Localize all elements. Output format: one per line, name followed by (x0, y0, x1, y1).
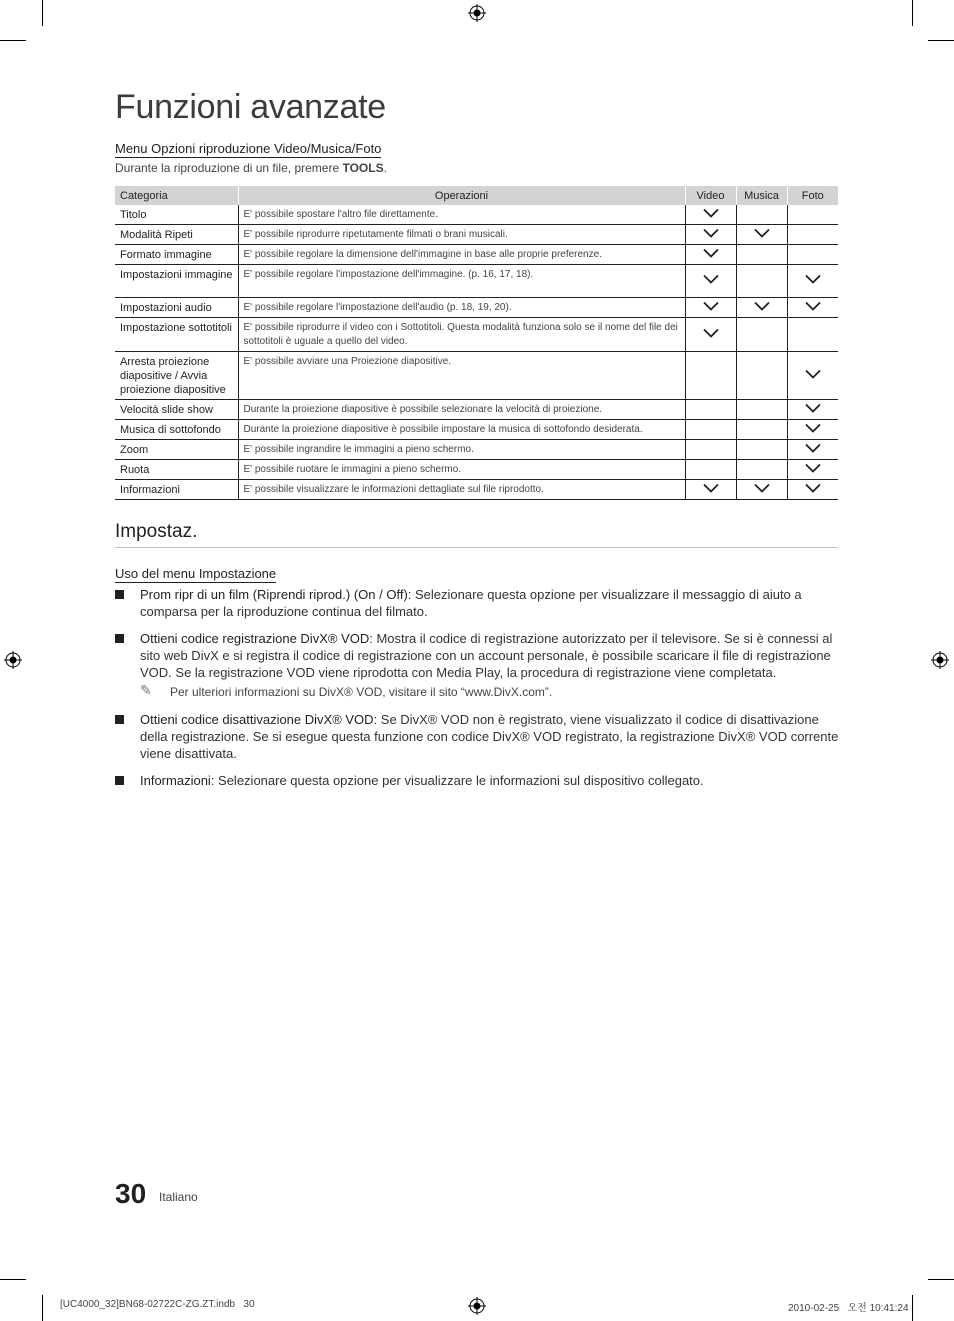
note-pencil-icon: ✎ (140, 682, 152, 698)
operation-cell: E' possibile riprodurre il video con i Sottotitoli. Questa modalità funziona solo se il nome del file dei sottotitoli è uguale a quello del video. (238, 318, 685, 352)
category-cell: Velocità slide show (115, 400, 238, 420)
checkmark-icon (805, 464, 821, 476)
table-row (115, 460, 838, 480)
checkmark-icon (805, 424, 821, 436)
bullet-square-icon (115, 776, 124, 785)
bullet-square-icon (115, 634, 124, 643)
table-row (115, 480, 838, 500)
footer-file-info: [UC4000_32]BN68-02722C-ZG.ZT.indb 30 (60, 1299, 255, 1310)
registration-mark-icon (468, 4, 486, 22)
music-check-cell (736, 265, 787, 298)
table-row (115, 265, 838, 298)
table-row (115, 225, 838, 245)
video-check-cell (685, 205, 736, 225)
checkmark-icon (754, 229, 770, 241)
page-number: 30 (115, 1178, 147, 1209)
music-check-cell (736, 298, 787, 318)
registration-mark-icon (931, 651, 949, 669)
list-item: Ottieni codice registrazione DivX® VOD: Mostra il codice di registrazione autorizzato per il televisore. Se si è connessi al sito web DivX e si registra il codice di registrazione con un account personale, è possibile scaricare il file di registrazione VOD. Se la registrazione VOD viene riprodotta con Media Play, la procedura di registrazione viene completata. ✎ Per ulteriori informazioni su DivX® VOD, visitare il sito “www.DivX.com”. (115, 630, 840, 701)
video-check-cell (685, 420, 736, 440)
photo-check-cell (787, 205, 838, 225)
table-row (115, 205, 838, 225)
footer-timestamp: 2010-02-25 오전 10:41:24 (788, 1303, 909, 1314)
music-check-cell (736, 225, 787, 245)
crop-mark (928, 40, 954, 41)
table-row (115, 420, 838, 440)
photo-check-cell (787, 352, 838, 400)
header-video: Video (685, 186, 736, 205)
operation-cell: E' possibile spostare l'altro file direttamente. (238, 205, 685, 225)
operation-cell: E' possibile ruotare le immagini a pieno schermo. (238, 460, 685, 480)
photo-check-cell (787, 400, 838, 420)
registration-mark-icon (468, 1297, 486, 1315)
category-cell: Impostazioni audio (115, 298, 238, 318)
music-check-cell (736, 318, 787, 352)
checkmark-icon (805, 302, 821, 314)
checkmark-icon (805, 370, 821, 382)
music-check-cell (736, 352, 787, 400)
operation-cell: E' possibile visualizzare le informazioni dettagliate sul file riprodotto. (238, 480, 685, 500)
section-divider (115, 547, 838, 548)
video-check-cell (685, 352, 736, 400)
header-musica: Musica (736, 186, 787, 205)
registration-mark-icon (4, 651, 22, 669)
list-item: Prom ripr di un film (Riprendi riprod.) (On / Off): Selezionare questa opzione per visualizzare il messaggio di aiuto a comparsa per la riproduzione continua del filmato. (115, 586, 840, 620)
checkmark-icon (703, 275, 719, 287)
table-row (115, 245, 838, 265)
video-check-cell (685, 400, 736, 420)
tools-key: TOOLS (342, 161, 384, 175)
header-categoria: Categoria (115, 186, 238, 205)
video-check-cell (685, 318, 736, 352)
category-cell: Musica di sottofondo (115, 420, 238, 440)
category-cell: Impostazioni immagine (115, 265, 238, 298)
table-row (115, 440, 838, 460)
options-table (115, 186, 838, 500)
checkmark-icon (805, 444, 821, 456)
category-cell: Ruota (115, 460, 238, 480)
photo-check-cell (787, 245, 838, 265)
photo-check-cell (787, 318, 838, 352)
crop-mark (0, 1279, 26, 1280)
operation-cell: E' possibile regolare la dimensione dell'immagine in base alle proprie preferenze. (238, 245, 685, 265)
category-cell: Modalità Ripeti (115, 225, 238, 245)
photo-check-cell (787, 265, 838, 298)
table-section-subheading: Menu Opzioni riproduzione Video/Musica/Foto (115, 141, 382, 156)
video-check-cell (685, 225, 736, 245)
video-check-cell (685, 265, 736, 298)
photo-check-cell (787, 460, 838, 480)
list-item: Ottieni codice disattivazione DivX® VOD: Se DivX® VOD non è registrato, viene visualizzato il codice di disattivazione della registrazione. Se si esegue questa funzione con codice DivX® VOD registrato, la registrazione DivX® VOD corrente viene disattivata. (115, 711, 840, 762)
crop-mark (912, 1295, 913, 1321)
checkmark-icon (805, 404, 821, 416)
music-check-cell (736, 400, 787, 420)
video-check-cell (685, 480, 736, 500)
photo-check-cell (787, 298, 838, 318)
checkmark-icon (805, 484, 821, 496)
music-check-cell (736, 440, 787, 460)
crop-mark (0, 40, 26, 41)
checkmark-icon (703, 484, 719, 496)
crop-mark (928, 1279, 954, 1280)
header-operazioni: Operazioni (238, 186, 685, 205)
checkmark-icon (805, 275, 821, 287)
video-check-cell (685, 298, 736, 318)
photo-check-cell (787, 420, 838, 440)
operation-cell: Durante la proiezione diapositive è possibile selezionare la velocità di proiezione. (238, 400, 685, 420)
table-row (115, 318, 838, 352)
crop-mark (912, 0, 913, 26)
checkmark-icon (703, 302, 719, 314)
settings-list (115, 586, 840, 796)
video-check-cell (685, 460, 736, 480)
checkmark-icon (703, 249, 719, 261)
checkmark-icon (703, 209, 719, 221)
category-cell: Informazioni (115, 480, 238, 500)
page-title: Funzioni avanzate (115, 88, 386, 126)
photo-check-cell (787, 440, 838, 460)
table-header-row (115, 186, 838, 205)
photo-check-cell (787, 225, 838, 245)
operation-cell: E' possibile regolare l'impostazione dell'audio (p. 18, 19, 20). (238, 298, 685, 318)
music-check-cell (736, 245, 787, 265)
category-cell: Titolo (115, 205, 238, 225)
music-check-cell (736, 205, 787, 225)
operation-cell: Durante la proiezione diapositive è possibile impostare la musica di sottofondo desiderata. (238, 420, 685, 440)
table-row (115, 400, 838, 420)
category-cell: Zoom (115, 440, 238, 460)
category-cell: Arresta proiezione diapositive / Avvia proiezione diapositive (115, 352, 238, 400)
bullet-square-icon (115, 590, 124, 599)
list-item: Informazioni: Selezionare questa opzione per visualizzare le informazioni sul dispositivo collegato. (115, 772, 840, 789)
category-cell: Impostazione sottotitoli (115, 318, 238, 352)
checkmark-icon (754, 302, 770, 314)
music-check-cell (736, 480, 787, 500)
settings-title: Impostaz. (115, 521, 198, 542)
operation-cell: E' possibile regolare l'impostazione dell'immagine. (p. 16, 17, 18). (238, 265, 685, 298)
operation-cell: E' possibile avviare una Proiezione diapositive. (238, 352, 685, 400)
video-check-cell (685, 440, 736, 460)
checkmark-icon (703, 229, 719, 241)
settings-subheading: Uso del menu Impostazione (115, 566, 277, 581)
note: ✎ Per ulteriori informazioni su DivX® VOD, visitare il sito “www.DivX.com”. (140, 682, 553, 699)
intro-text: Durante la riproduzione di un file, premere TOOLS. (115, 161, 387, 175)
table-row (115, 298, 838, 318)
language-label: Italiano (159, 1190, 198, 1204)
header-foto: Foto (787, 186, 838, 205)
operation-cell: E' possibile riprodurre ripetutamente filmati o brani musicali. (238, 225, 685, 245)
photo-check-cell (787, 480, 838, 500)
checkmark-icon (754, 484, 770, 496)
crop-mark (42, 1295, 43, 1321)
table-row (115, 352, 838, 400)
video-check-cell (685, 245, 736, 265)
category-cell: Formato immagine (115, 245, 238, 265)
music-check-cell (736, 420, 787, 440)
music-check-cell (736, 460, 787, 480)
bullet-square-icon (115, 715, 124, 724)
operation-cell: E' possibile ingrandire le immagini a pieno schermo. (238, 440, 685, 460)
checkmark-icon (703, 329, 719, 341)
crop-mark (42, 0, 43, 26)
